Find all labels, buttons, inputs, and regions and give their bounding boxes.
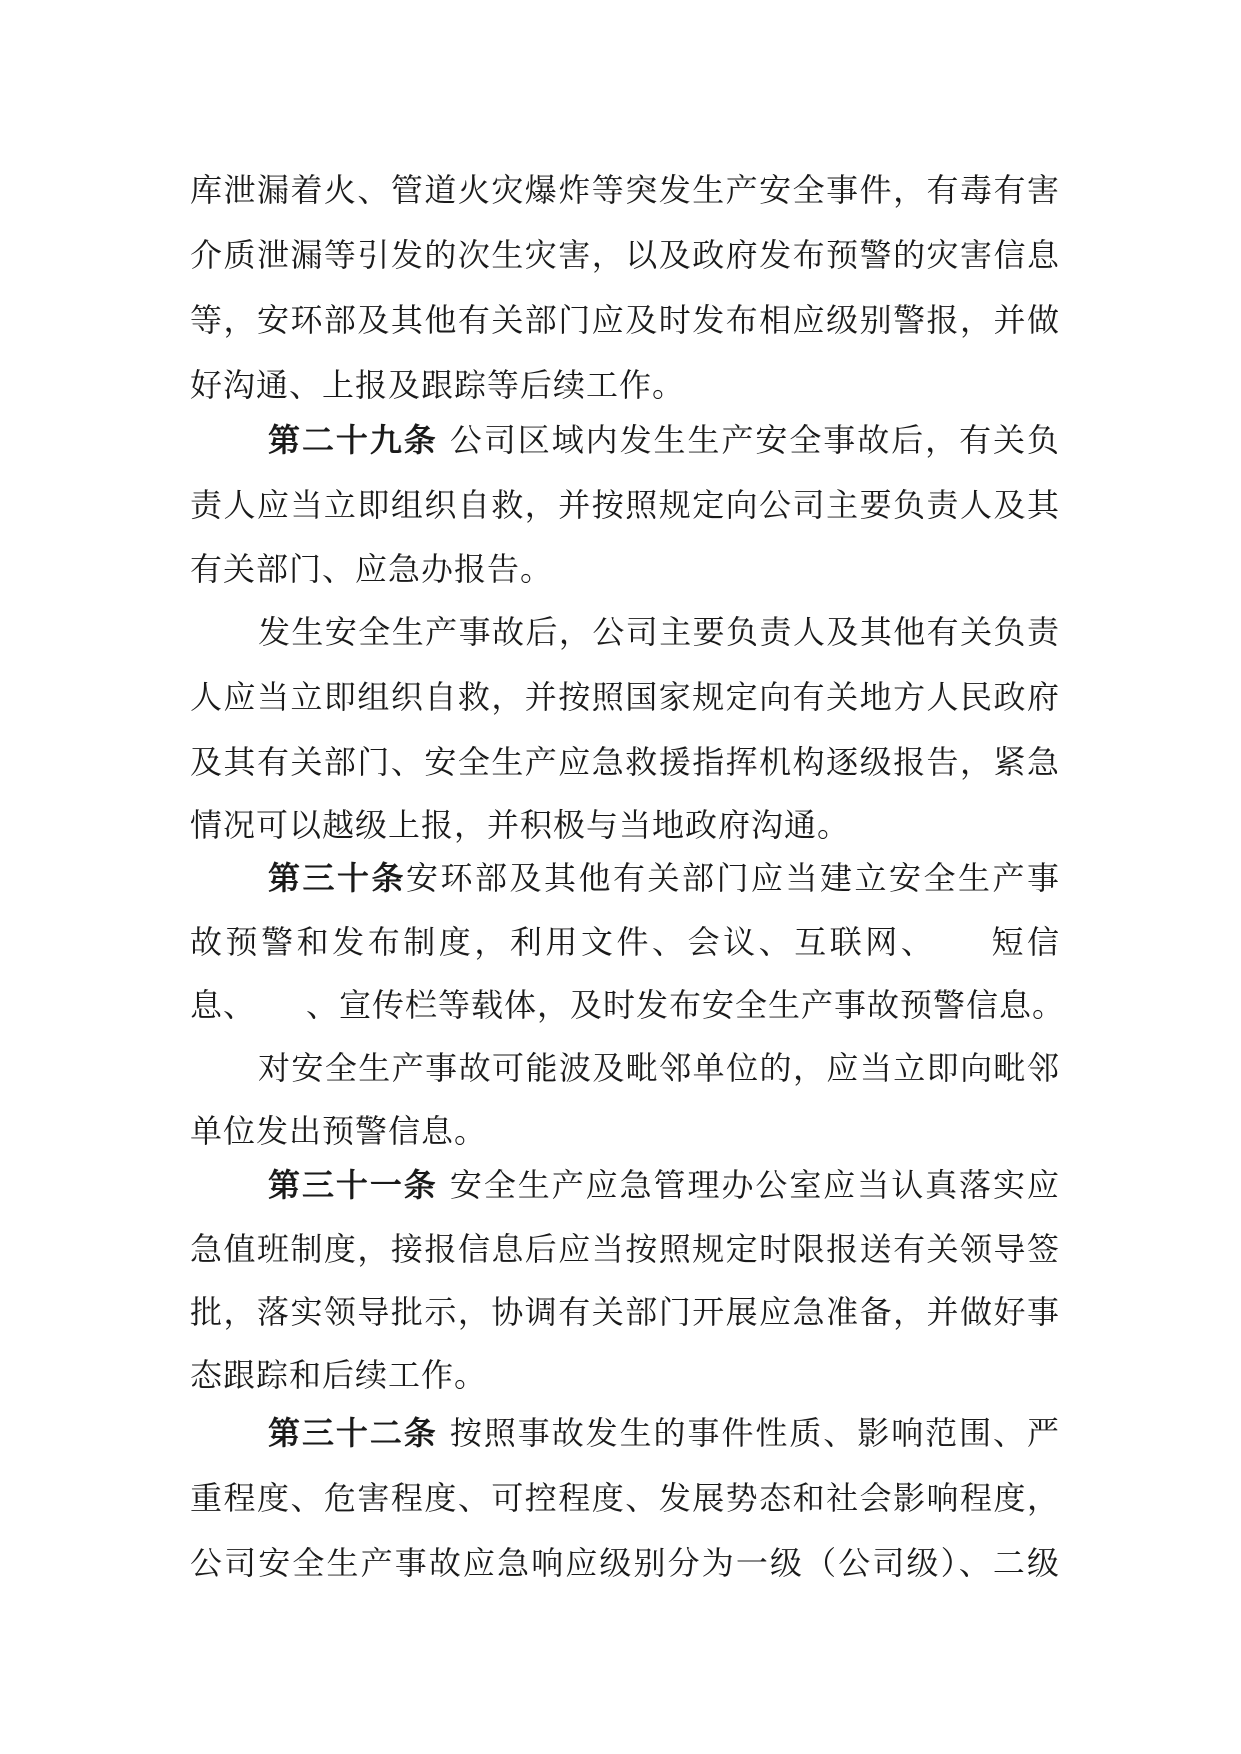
article-text: 按照事故发生的事件性质、影响范围、严 bbox=[437, 1414, 1060, 1452]
article-text: 安环部及其他有关部门应当建立安全生产事 bbox=[406, 859, 1060, 897]
body-line: 责人应当立即组织自救，并按照规定向公司主要负责人及其 bbox=[190, 486, 1060, 524]
body-line: 故预警和发布制度，利用文件、会议、互联网、 短信 bbox=[190, 923, 1060, 961]
body-line: 单位发出预警信息。 bbox=[190, 1112, 488, 1150]
body-line: 对安全生产事故可能波及毗邻单位的，应当立即向毗邻 bbox=[258, 1049, 1060, 1087]
body-line: 批，落实领导批示，协调有关部门开展应急准备，并做好事 bbox=[190, 1293, 1060, 1331]
article-line bbox=[268, 1413, 1060, 1453]
body-line: 急值班制度，接报信息后应当按照规定时限报送有关领导签 bbox=[190, 1230, 1060, 1268]
article-heading: 第三十条 bbox=[268, 859, 406, 897]
article-heading: 第二十九条 bbox=[268, 421, 438, 459]
body-line: 及其有关部门、安全生产应急救援指挥机构逐级报告，紧急 bbox=[190, 743, 1060, 781]
article-line bbox=[268, 420, 1060, 460]
body-line: 有关部门、应急办报告。 bbox=[190, 550, 554, 588]
body-line: 态跟踪和后续工作。 bbox=[190, 1356, 488, 1394]
body-line: 好沟通、上报及跟踪等后续工作。 bbox=[190, 366, 686, 404]
body-line: 人应当立即组织自救，并按照国家规定向有关地方人民政府 bbox=[190, 678, 1060, 716]
body-line: 公司安全生产事故应急响应级别分为一级（公司级）、二级 bbox=[190, 1544, 1060, 1582]
article-heading: 第三十二条 bbox=[268, 1414, 438, 1452]
article-heading: 第三十一条 bbox=[268, 1166, 438, 1204]
body-line: 发生安全生产事故后，公司主要负责人及其他有关负责 bbox=[258, 613, 1060, 651]
body-line: 息、 、宣传栏等载体，及时发布安全生产事故预警信息。 bbox=[190, 986, 1066, 1024]
body-line: 情况可以越级上报，并积极与当地政府沟通。 bbox=[190, 806, 851, 844]
article-text: 安全生产应急管理办公室应当认真落实应 bbox=[437, 1166, 1060, 1204]
article-text: 公司区域内发生生产安全事故后，有关负 bbox=[437, 421, 1060, 459]
body-line: 介质泄漏等引发的次生灾害，以及政府发布预警的灾害信息 bbox=[190, 236, 1060, 274]
body-line: 等，安环部及其他有关部门应及时发布相应级别警报，并做 bbox=[190, 301, 1060, 339]
article-line bbox=[268, 858, 1060, 898]
body-line: 重程度、危害程度、可控程度、发展势态和社会影响程度， bbox=[190, 1479, 1060, 1517]
body-line: 库泄漏着火、管道火灾爆炸等突发生产安全事件，有毒有害 bbox=[190, 171, 1060, 209]
article-line bbox=[268, 1165, 1060, 1205]
